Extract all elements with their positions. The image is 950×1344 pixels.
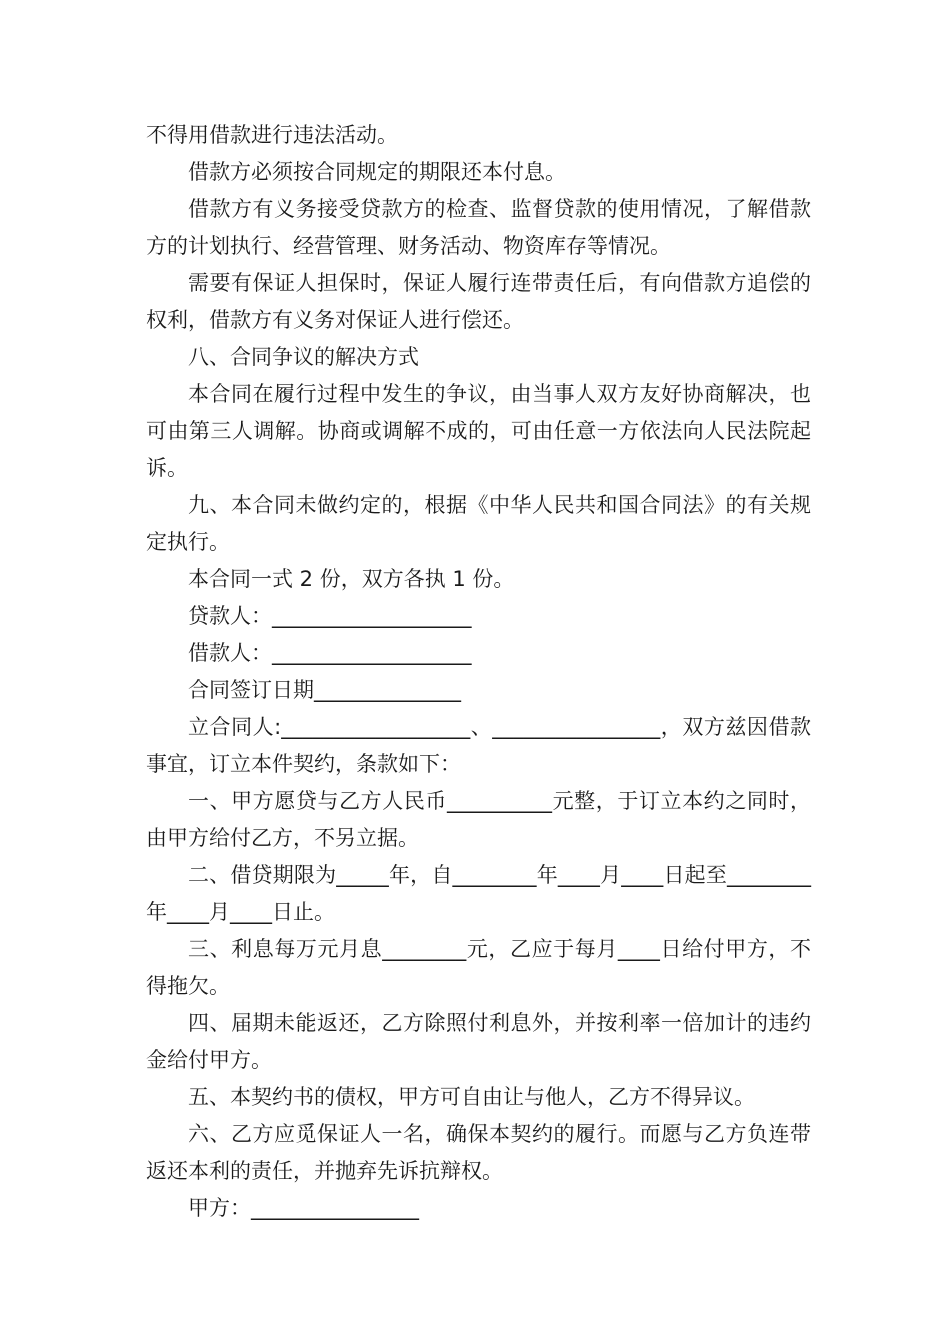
paragraph: 立合同人:__________________、________________，双方兹因借款事宜，订立本件契约，条款如下： <box>146 715 811 776</box>
clause: 一、甲方愿贷与乙方人民币__________元整，于订立本约之同时，由甲方给付乙方，不另立据。 <box>146 789 811 850</box>
clause: 五、本契约书的债权，甲方可自由让与他人，乙方不得异议。 <box>188 1085 755 1109</box>
clause: 四、届期未能返还，乙方除照付利息外，并按利率一倍加计的违约金给付甲方。 <box>146 1011 811 1072</box>
paragraph: 不得用借款进行违法活动。 <box>146 123 398 147</box>
party-a-signature-line: 甲方：________________ <box>188 1196 419 1220</box>
paragraph: 本合同一式 2 份，双方各执 1 份。 <box>188 567 515 591</box>
signing-date-line: 合同签订日期______________ <box>188 678 461 702</box>
borrower-signature-line: 借款人：___________________ <box>188 641 472 665</box>
lender-signature-line: 贷款人：___________________ <box>188 604 472 628</box>
paragraph: 借款方有义务接受贷款方的检查、监督贷款的使用情况，了解借款方的计划执行、经营管理、财务活动、物资库存等情况。 <box>146 197 811 258</box>
clause: 三、利息每万元月息________元，乙应于每月____日给付甲方，不得拖欠。 <box>146 937 811 998</box>
clause: 二、借贷期限为_____年，自________年____月____日起至________年____月____日止。 <box>146 863 811 924</box>
document-body <box>146 117 811 1227</box>
paragraph: 本合同在履行过程中发生的争议，由当事人双方友好协商解决，也可由第三人调解。协商或调解不成的，可由任意一方依法向人民法院起诉。 <box>146 382 811 480</box>
paragraph: 九、本合同未做约定的，根据《中华人民共和国合同法》的有关规定执行。 <box>146 493 811 554</box>
paragraph: 借款方必须按合同规定的期限还本付息。 <box>188 160 566 184</box>
paragraph: 需要有保证人担保时，保证人履行连带责任后，有向借款方追偿的权利，借款方有义务对保证人进行偿还。 <box>146 271 811 332</box>
section-heading: 八、合同争议的解决方式 <box>188 345 419 369</box>
clause: 六、乙方应觅保证人一名，确保本契约的履行。而愿与乙方负连带返还本利的责任，并抛弃先诉抗辩权。 <box>146 1122 811 1183</box>
